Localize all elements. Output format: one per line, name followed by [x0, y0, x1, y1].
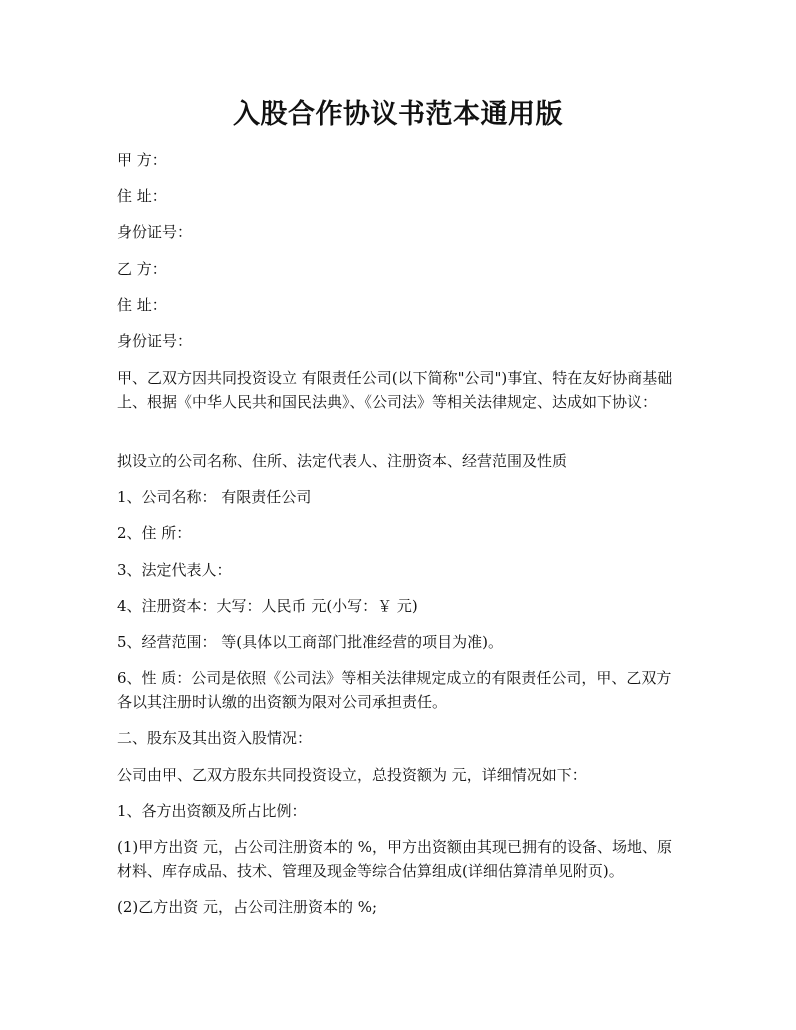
contribution-ratio-heading: 1、各方出资额及所占比例： — [117, 802, 307, 820]
section-shareholders-heading: 二、股东及其出资入股情况： — [117, 729, 313, 747]
clause-registered-capital: 4、注册资本：大写：人民币 元(小写：￥ 元) — [117, 597, 418, 615]
party-b-contribution: (2)乙方出资 元，占公司注册资本的 %; — [117, 898, 378, 916]
clause-company-address: 2、住 所： — [117, 524, 192, 542]
party-b-id-number: 身份证号： — [117, 332, 193, 350]
clause-company-nature: 6、性 质：公司是依照《公司法》等相关法律规定成立的有限责任公司，甲、乙双方各以其注册时认缴的出资额为限对公司承担责任。 — [117, 669, 672, 711]
party-b-address: 住 址： — [117, 296, 167, 314]
party-b-label: 乙 方： — [117, 260, 167, 278]
party-a-id-number: 身份证号： — [117, 223, 193, 241]
total-investment-paragraph: 公司由甲、乙双方股东共同投资设立，总投资额为 元，详细情况如下： — [117, 766, 587, 784]
clause-business-scope: 5、经营范围： 等(具体以工商部门批准经营的项目为准)。 — [117, 633, 504, 651]
party-a-contribution: (1)甲方出资 元，占公司注册资本的 %，甲方出资额由其现已拥有的设备、场地、原材料、库存成品、技术、管理及现金等综合估算组成(详细估算清单见附页)。 — [117, 838, 673, 880]
party-a-address: 住 址： — [117, 187, 167, 205]
party-a-label: 甲 方： — [117, 151, 167, 169]
clause-legal-representative: 3、法定代表人： — [117, 561, 232, 579]
document-title: 入股合作协议书范本通用版 — [233, 99, 563, 130]
preamble-paragraph: 甲、乙双方因共同投资设立 有限责任公司(以下简称"公司")事宜、特在友好协商基础上、根据《中华人民共和国民法典》、《公司法》等相关法律规定、达成如下协议： — [117, 369, 673, 411]
clause-company-name: 1、公司名称： 有限责任公司 — [117, 488, 312, 506]
section-company-info-heading: 拟设立的公司名称、住所、法定代表人、注册资本、经营范围及性质 — [117, 452, 568, 470]
